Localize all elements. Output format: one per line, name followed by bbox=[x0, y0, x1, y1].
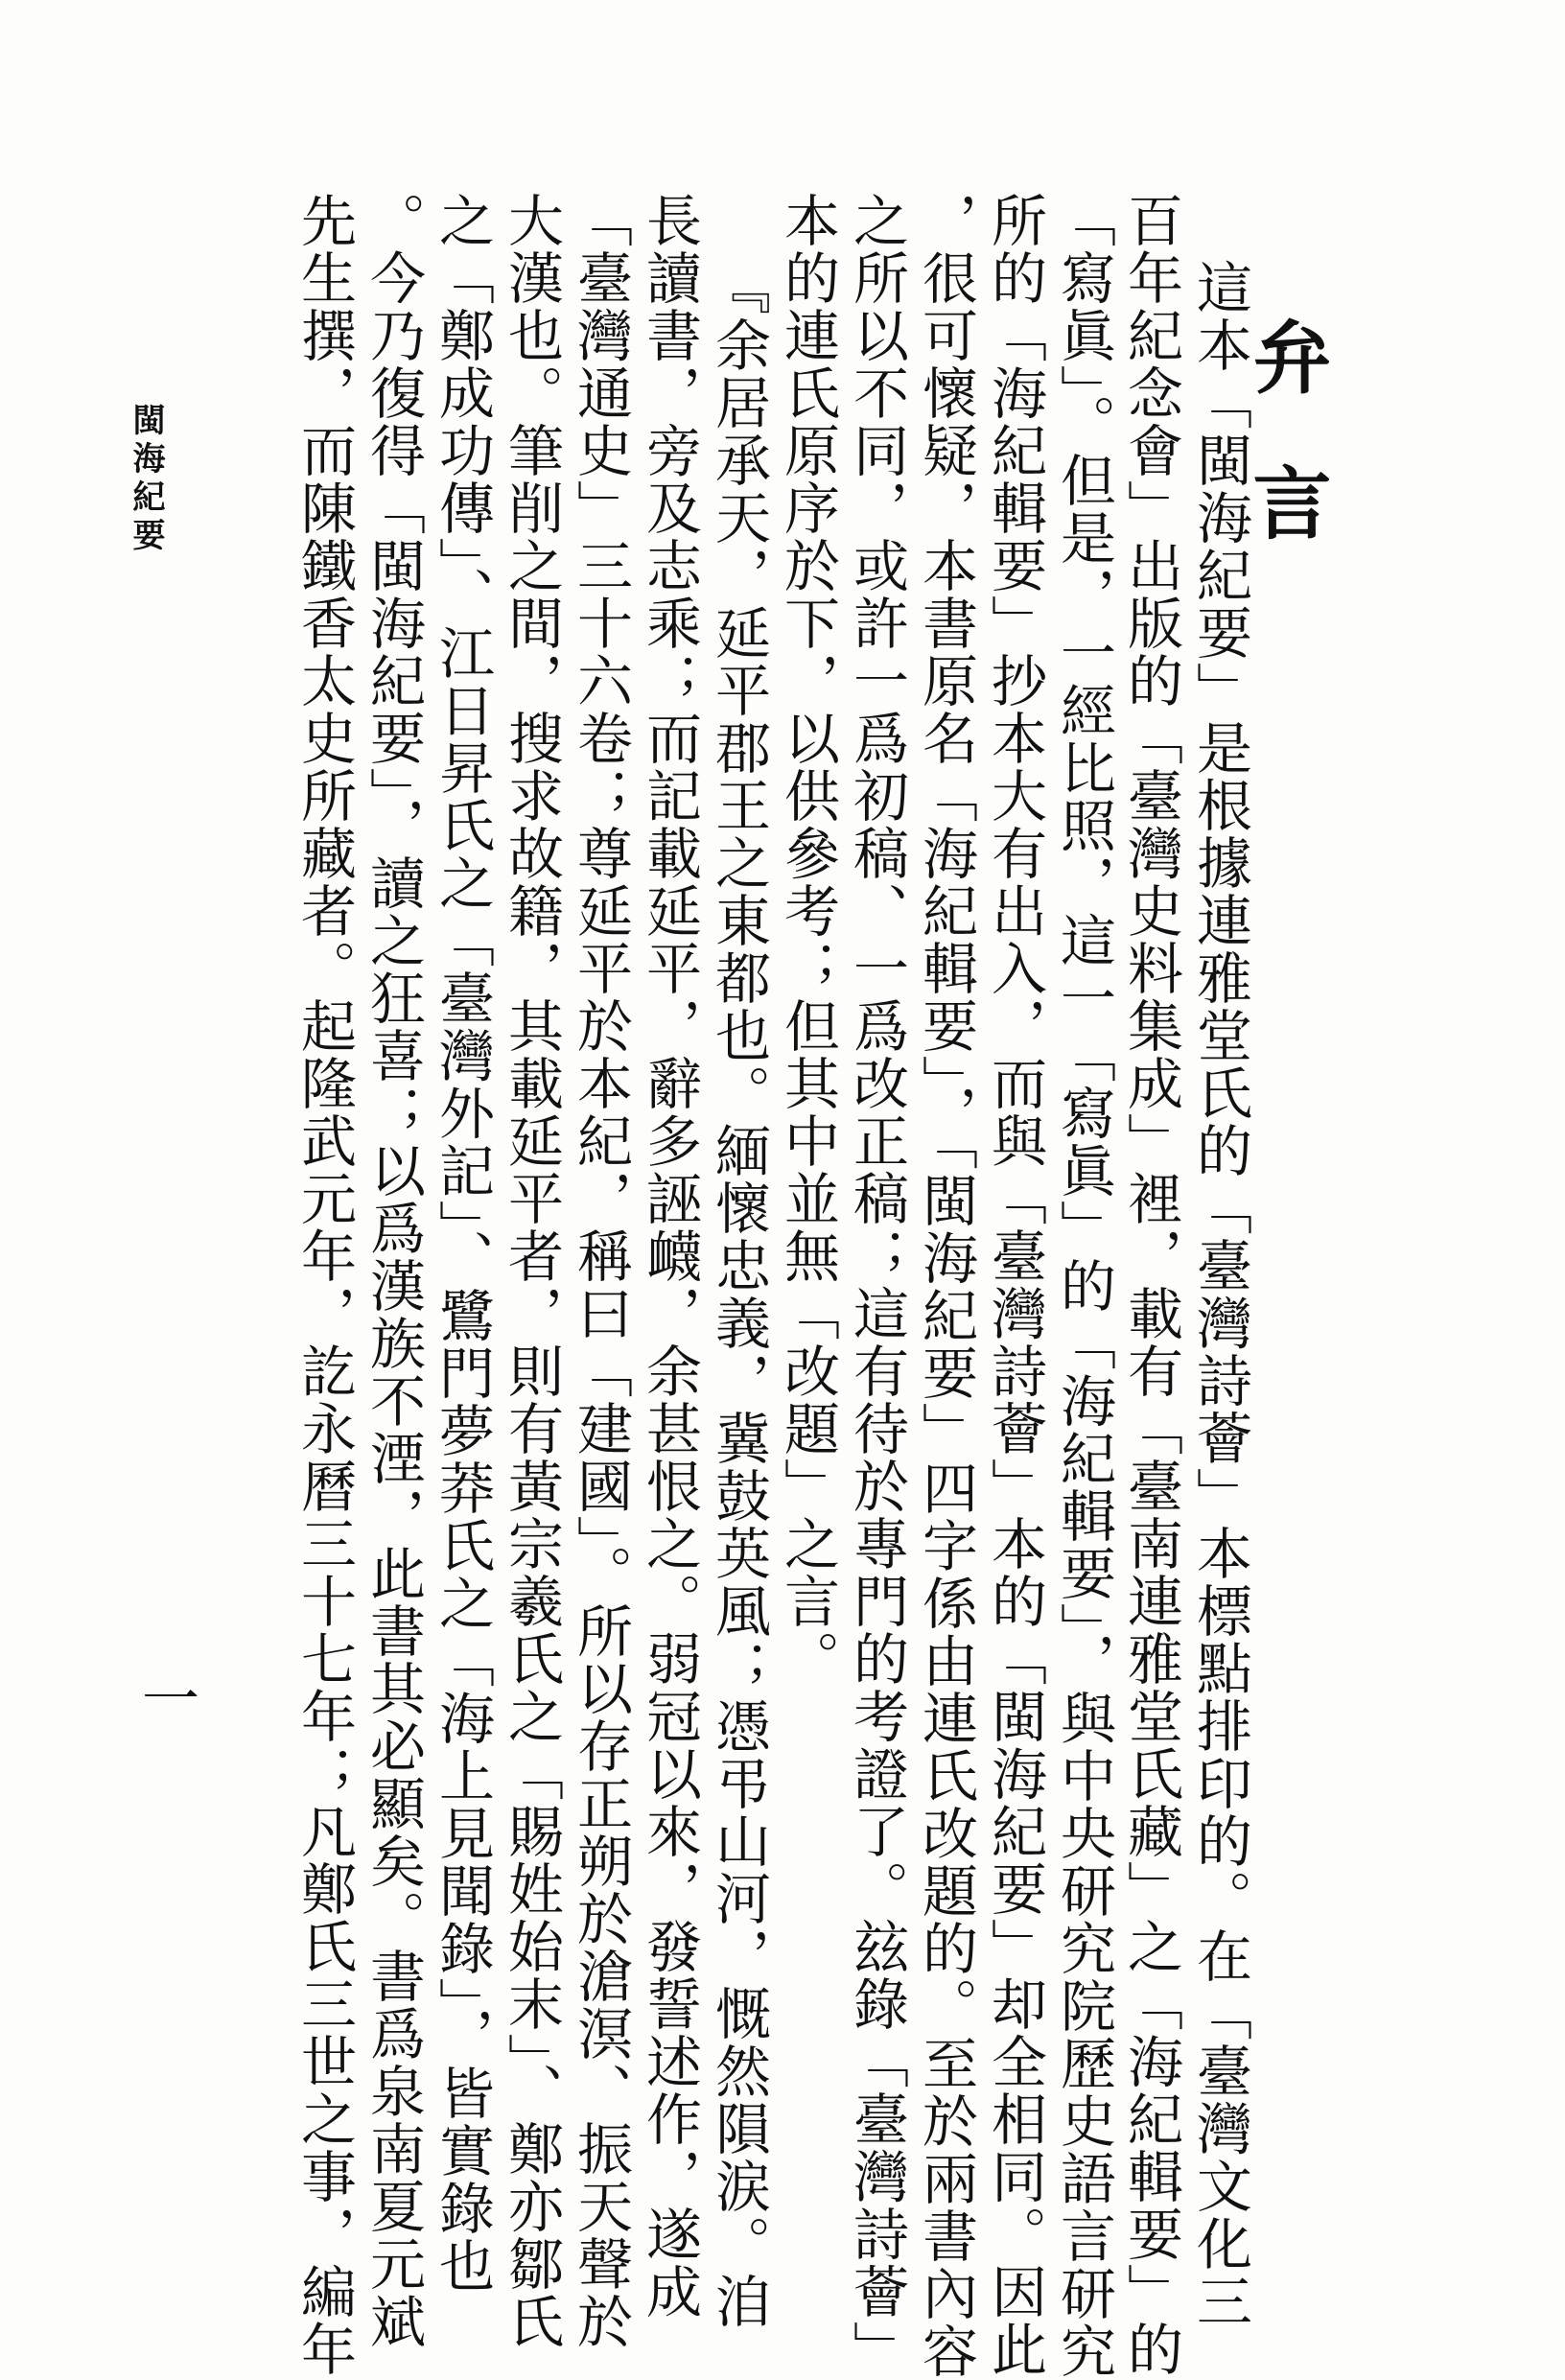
text-column: ，很可懷疑，本書原名「海紀輯要」，「閩海紀要」四字係由連氏改題的。至於兩書內容 bbox=[913, 192, 978, 2380]
text-column: 之所以不同，或許一爲初稿、一爲改正稿；這有待於專門的考證了。玆錄「臺灣詩薈」 bbox=[844, 192, 909, 2378]
page-number: 一 bbox=[132, 1668, 199, 1726]
text-column: 。今乃復得「閩海紀要」，讀之狂喜；以爲漢族不湮，此書其必顯矣。書爲泉南夏元斌 bbox=[361, 192, 426, 2350]
text-column: 長讀書，旁及志乘；而記載延平，辭多誣衊，余甚恨之。弱冠以來，發誓述作，遂成 bbox=[637, 192, 702, 2321]
text-column: 本的連氏原序於下，以供參考；但其中並無「改題」之言。 bbox=[775, 192, 840, 1688]
text-column: 這本「閩海紀要」是根據連雅堂氏的「臺灣詩薈」本標點排印的。在「臺灣文化三 bbox=[1187, 259, 1252, 2330]
text-column: 先生撰，而陳鐵香太史所藏者。起隆武元年，訖永曆三十七年；凡鄭氏三世之事，編年 bbox=[292, 192, 357, 2378]
text-column: 「臺灣通史」三十六卷；尊延平於本紀，稱曰「建國」。所以存正朔於滄溟、振天聲於 bbox=[568, 192, 633, 2350]
text-column: 『余居承天，延平郡王之東都也。緬懷忠義，冀鼓英風；憑弔山河，慨然隕涙。洎 bbox=[706, 259, 771, 2330]
text-column: 「寫眞」。但是，一經比照，這一「寫眞」的「海紀輯要」，與中央研究院歷史語言研究 bbox=[1051, 192, 1116, 2380]
text-column: 大漢也。筆削之間，搜求故籍，其載延平者，則有黃宗羲氏之「賜姓始末」、鄭亦鄒氏 bbox=[499, 192, 564, 2350]
running-head: 閩海紀要 bbox=[127, 403, 165, 556]
text-column: 所的「海紀輯要」抄本大有出入，而與「臺灣詩薈」本的「閩海紀要」却全相同。因此 bbox=[982, 192, 1047, 2378]
section-title: 弁言 bbox=[1240, 316, 1332, 608]
text-column: 百年紀念會」出版的「臺灣史料集成」裡，載有「臺南連雅堂氏藏」之「海紀輯要」的 bbox=[1118, 192, 1183, 2378]
text-column: 之「鄭成功傳」、江日昇氏之「臺灣外記」、鷺門夢莽氏之「海上見聞錄」，皆實錄也 bbox=[430, 192, 495, 2295]
